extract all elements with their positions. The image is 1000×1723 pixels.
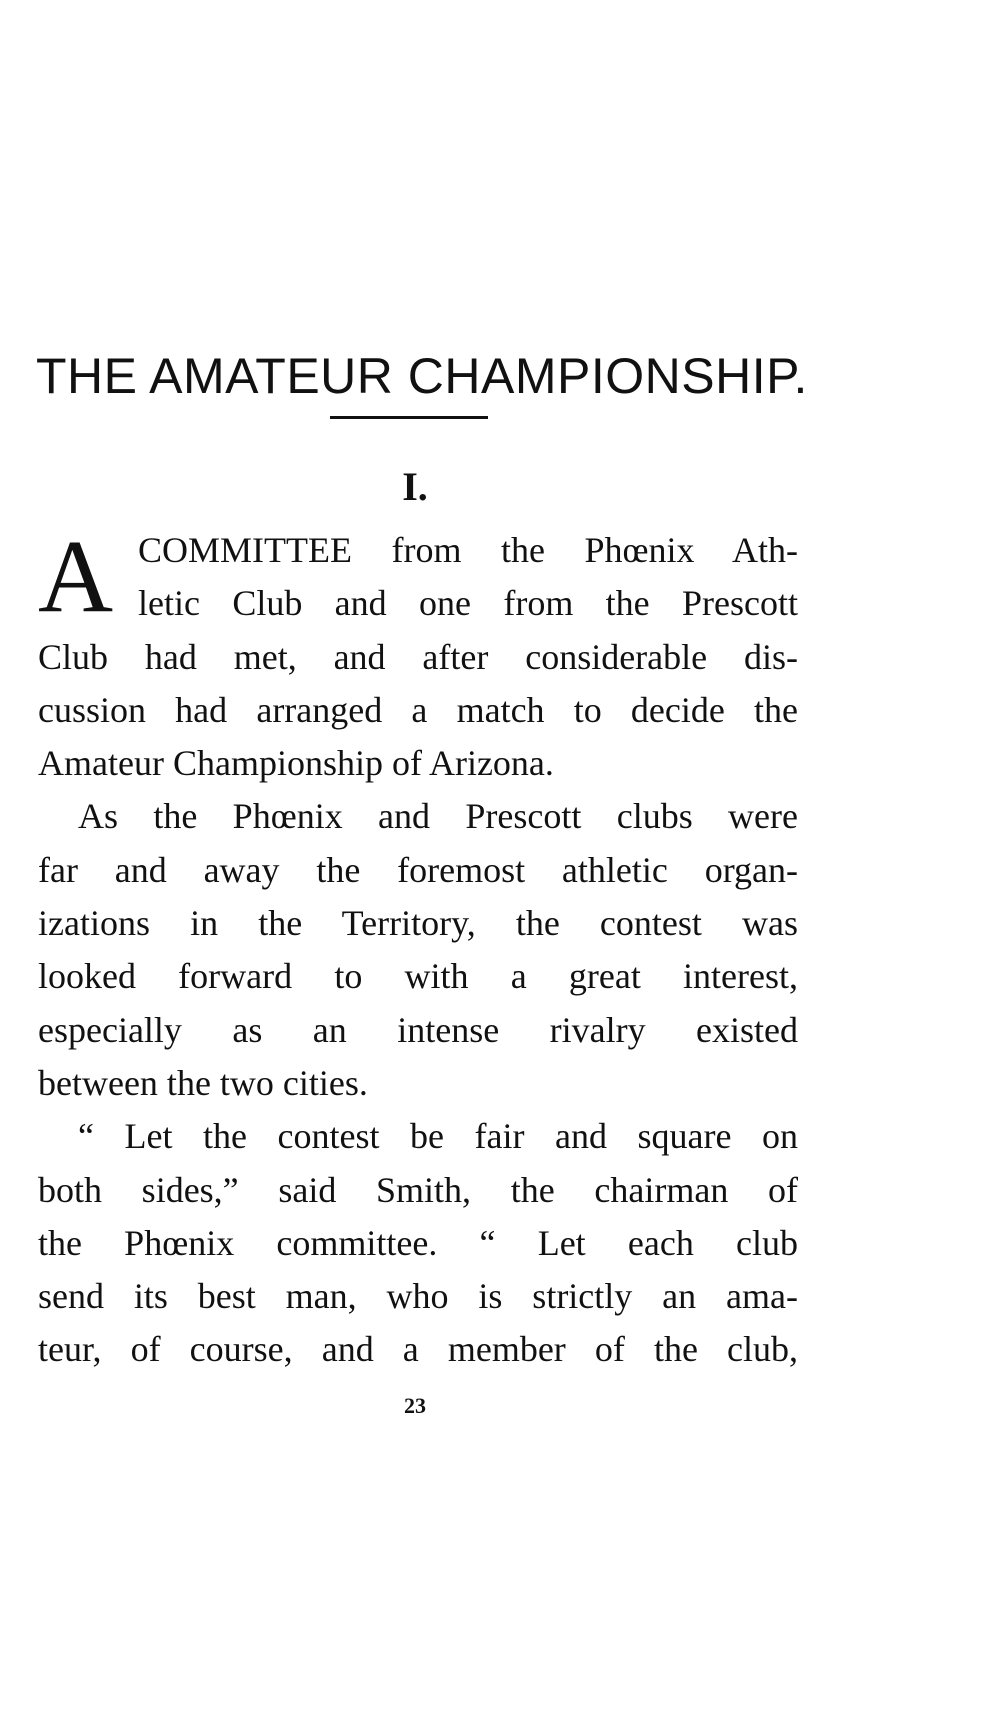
text-line: Club had met, and after considerable dis- xyxy=(38,636,798,677)
text-line: “ Let the contest be fair and square on xyxy=(78,1116,798,1157)
text-line: between the two cities. xyxy=(38,1062,368,1103)
text-line: COMMITTEE from the Phœnix Ath- xyxy=(138,530,798,570)
text-line: especially as an intense rivalry existed xyxy=(38,1009,798,1050)
text-line: cussion had arranged a match to decide the xyxy=(38,689,798,730)
text-line: the Phœnix committee. “ Let each club xyxy=(38,1222,798,1263)
title-divider xyxy=(330,416,488,419)
chapter-title: THE AMATEUR CHAMPIONSHIP. xyxy=(36,348,808,404)
text-line: both sides,” said Smith, the chairman of xyxy=(38,1169,798,1210)
text-line: send its best man, who is strictly an ama- xyxy=(38,1276,798,1317)
text-line: teur, of course, and a member of the club, xyxy=(38,1329,798,1370)
text-line: izations in the Territory, the contest was xyxy=(38,903,798,944)
chapter-body xyxy=(38,519,798,1377)
text-line: Amateur Championship of Arizona. xyxy=(38,743,554,784)
text-line: letic Club and one from the Prescott xyxy=(138,583,798,624)
chapter-number: I. xyxy=(402,464,428,509)
drop-cap: A xyxy=(38,519,114,634)
page-number: 23 xyxy=(404,1393,426,1418)
text-line: As the Phœnix and Prescott clubs were xyxy=(78,796,798,837)
text-line: far and away the foremost athletic organ- xyxy=(38,849,798,890)
text-line: looked forward to with a great interest, xyxy=(38,956,798,997)
